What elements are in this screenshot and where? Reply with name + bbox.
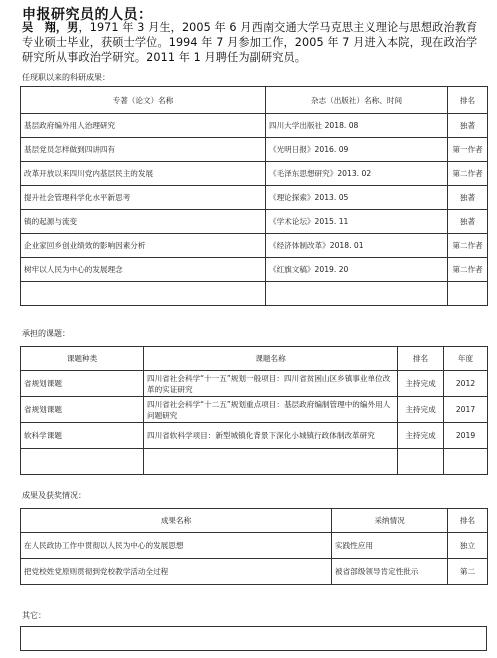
- project-rank: 主持完成: [398, 397, 444, 423]
- project-name: 四川省社会科学“十一五”规划一般项目：四川省贫困山区乡镇事业单位改革的实证研究: [144, 371, 398, 397]
- research-source: 《学术论坛》2015. 11: [266, 210, 448, 234]
- awards-col-adoption: 采纳情况: [332, 509, 448, 533]
- research-source: 《毛泽东思想研究》2013. 02: [266, 162, 448, 186]
- project-type: [21, 449, 144, 475]
- projects-col-type: 课题种类: [21, 347, 144, 371]
- project-year: [444, 449, 488, 475]
- table-row: [21, 258, 488, 282]
- research-rank: 第二作者: [448, 234, 488, 258]
- research-title: 企业家回乡创业绩效的影响因素分析: [21, 234, 266, 258]
- projects-col-rank: 排名: [398, 347, 444, 371]
- research-title: 基层党员怎样做到四讲四有: [21, 138, 266, 162]
- project-name: 四川省软科学项目：新型城镇化背景下深化小城镇行政体制改革研究: [144, 423, 398, 449]
- project-year: 2019: [444, 423, 488, 449]
- research-rank: 第一作者: [448, 138, 488, 162]
- award-name: 把党校姓党原则贯彻到党校教学活动全过程: [21, 559, 332, 585]
- table-row: [21, 627, 487, 651]
- table-row: [21, 559, 488, 585]
- awards-section-label: 成果及获奖情况：: [22, 491, 86, 500]
- research-source: 《红旗文稿》2019. 20: [266, 258, 448, 282]
- table-row: [21, 162, 488, 186]
- research-section-label: 任现职以来的科研成果：: [22, 73, 110, 82]
- project-name: [144, 449, 398, 475]
- projects-table: [20, 346, 488, 475]
- other-section-label: 其它：: [22, 611, 46, 620]
- project-type: 省规划课题: [21, 397, 144, 423]
- research-header-row: [21, 87, 488, 114]
- research-col-rank: 排名: [448, 87, 488, 114]
- research-rank: 第二作者: [448, 162, 488, 186]
- research-col-title: 专著（论文）名称: [21, 87, 266, 114]
- project-name: 四川省社会科学“十二五”规划重点项目：基层政府编制管理中的编外用人问题研究: [144, 397, 398, 423]
- other-table: [20, 626, 487, 651]
- table-row: [21, 210, 488, 234]
- table-row: [21, 397, 488, 423]
- other-content: [21, 627, 487, 651]
- project-rank: [398, 449, 444, 475]
- research-source: 四川大学出版社 2018. 08: [266, 114, 448, 138]
- awards-table: [20, 508, 488, 585]
- table-row: [21, 282, 488, 306]
- research-source: [266, 282, 448, 306]
- research-rank: 独著: [448, 210, 488, 234]
- research-rank: 第二作者: [448, 258, 488, 282]
- research-rank: 独著: [448, 186, 488, 210]
- research-title: [21, 282, 266, 306]
- award-rank: 独立: [448, 533, 488, 559]
- awards-col-name: 成果名称: [21, 509, 332, 533]
- applicant-name: 吴 翔，男: [22, 21, 79, 34]
- research-title: 改革开放以来四川党内基层民主的发展: [21, 162, 266, 186]
- research-title: 树牢以人民为中心的发展理念: [21, 258, 266, 282]
- research-title: 基层政府编外用人治理研究: [21, 114, 266, 138]
- projects-section-label: 承担的课题：: [22, 329, 70, 338]
- research-title: 提升社会管理科学化水平新思考: [21, 186, 266, 210]
- project-type: 省规划课题: [21, 371, 144, 397]
- table-row: [21, 449, 488, 475]
- page-title: 申报研究员的人员：: [22, 7, 153, 23]
- research-source: 《理论探索》2013. 05: [266, 186, 448, 210]
- research-title: 镇的起源与流变: [21, 210, 266, 234]
- project-year: 2017: [444, 397, 488, 423]
- award-rank: 第二: [448, 559, 488, 585]
- project-type: 软科学课题: [21, 423, 144, 449]
- awards-col-rank: 排名: [448, 509, 488, 533]
- projects-col-year: 年度: [444, 347, 488, 371]
- research-source: 《光明日报》2016. 09: [266, 138, 448, 162]
- table-row: [21, 138, 488, 162]
- research-rank: [448, 282, 488, 306]
- research-table: [20, 86, 488, 306]
- applicant-bio-text: ，1971 年 3 月生，2005 年 6 月西南交通大学马克思主义理论与思想政治教育专业硕士毕业，获硕士学位。1994 年 7 月参加工作，2005 年 7 月进入本院，现在政治学研究所从事政治学研究。2011 年 1 月聘任为副研究员。: [22, 21, 478, 64]
- award-adoption: 实践性应用: [332, 533, 448, 559]
- table-row: [21, 423, 488, 449]
- table-row: [21, 371, 488, 397]
- research-col-source: 杂志（出版社）名称、时间: [266, 87, 448, 114]
- research-rank: 独著: [448, 114, 488, 138]
- award-name: 在人民政协工作中贯彻以人民为中心的发展思想: [21, 533, 332, 559]
- awards-header-row: [21, 509, 488, 533]
- table-row: [21, 114, 488, 138]
- table-row: [21, 234, 488, 258]
- projects-col-name: 课题名称: [144, 347, 398, 371]
- table-row: [21, 533, 488, 559]
- table-row: [21, 186, 488, 210]
- project-rank: 主持完成: [398, 423, 444, 449]
- applicant-bio: [22, 20, 484, 65]
- award-adoption: 被省部级领导肯定性批示: [332, 559, 448, 585]
- project-rank: 主持完成: [398, 371, 444, 397]
- project-year: 2012: [444, 371, 488, 397]
- research-source: 《经济体制改革》2018. 01: [266, 234, 448, 258]
- projects-header-row: [21, 347, 488, 371]
